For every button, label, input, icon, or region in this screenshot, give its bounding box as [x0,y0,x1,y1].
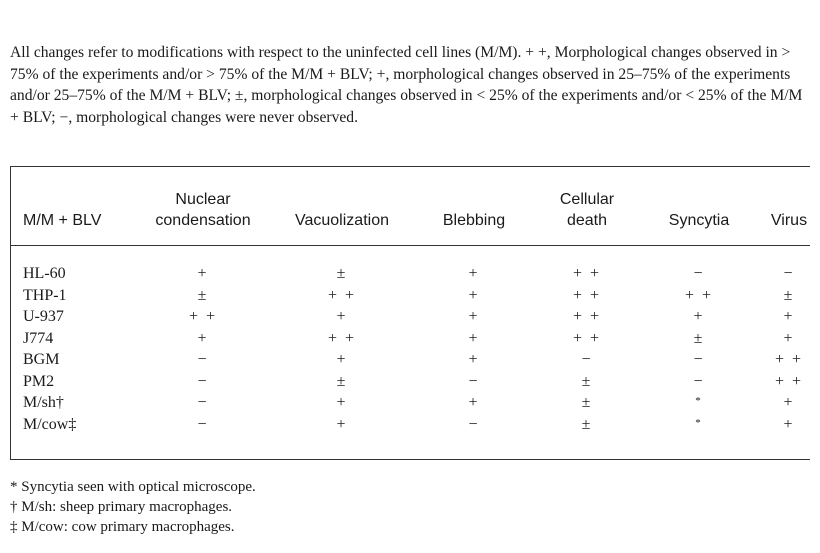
table-left-border [10,166,11,459]
table-cell: ± [581,415,593,433]
table-top-rule [10,166,810,167]
table-cell: + + [572,286,602,304]
row-label: U-937 [23,308,64,325]
table-cell: + + [327,329,357,347]
table-cell: − [197,372,209,390]
table-cell: + [783,329,795,347]
table-cell: + [336,394,348,411]
column-header: Virus [770,212,808,229]
table-cell: − [581,351,593,368]
column-header: Syncytia [668,212,730,229]
table-cell: + [197,329,209,347]
column-header: Blebbing [442,212,506,229]
table-cell: ± [336,265,348,282]
footnote: ‡ M/cow: cow primary macrophages. [10,519,235,535]
footnote: * Syncytia seen with optical microscope. [10,479,256,495]
table-cell: − [197,415,209,433]
table-caption-text: All changes refer to modifications with respect to the uninfected cell lines (M/M). + +, Morphological changes observed in > 75% of the experiments and/or > 75% of the M/M + BLV; +, morphological changes observed in 25–75% of the experiments and/or 25–75% of the M/M + BLV; ±, morphological changes observed in < 25% of the experiments and/or < 25% of the M/M + BLV; −, morphological changes were never observed. [10,44,803,126]
table-cell: − [197,351,209,368]
table-cell: + + [188,308,218,325]
table-cell: ± [783,286,795,304]
column-header: condensation [155,212,251,229]
table-cell: ± [581,394,593,411]
column-header-line1: Cellular [559,191,615,208]
table-cell: + [783,415,795,433]
table-cell: + + [572,265,602,282]
table-cell: + + [572,308,602,325]
table-cell: ± [197,286,209,304]
table-cell: − [693,265,705,282]
table-cell: * [695,416,703,429]
table-cell: − [468,415,480,433]
table-cell: + [336,308,348,325]
table-cell: + [783,394,795,411]
table-cell: − [468,372,480,390]
table-cell: + [693,308,705,325]
row-label: J774 [23,329,54,347]
table-cell: + [197,265,209,282]
row-label: M/sh† [23,394,64,411]
table-cell: − [197,394,209,411]
table-cell: + [468,308,480,325]
table-cell: + [468,351,480,368]
table-cell: + [336,351,348,368]
table-cell: ± [581,372,593,390]
row-header: M/M + BLV [23,212,102,229]
table-cell: + [468,329,480,347]
column-header-line1: Nuclear [175,191,231,208]
row-label: BGM [23,351,60,368]
column-header: death [566,212,608,229]
table-cell: + + [774,372,804,390]
row-label: M/cow‡ [23,415,77,433]
table-cell: + [783,308,795,325]
row-label: PM2 [23,372,55,390]
table-cell: − [693,351,705,368]
table-header-rule [10,245,810,246]
footnote: † M/sh: sheep primary macrophages. [10,499,233,515]
table-cell: * [695,395,703,407]
table-cell: + [468,286,480,304]
row-label: HL-60 [23,265,66,282]
row-label: THP-1 [23,286,67,304]
table-cell: + [468,394,480,411]
table-cell: + + [572,329,602,347]
table-cell: + + [327,286,357,304]
table-cell: − [783,265,795,282]
table-cell: + [336,415,348,433]
table-bottom-rule [10,459,810,460]
table-cell: ± [336,372,348,390]
column-header: Vacuolization [295,212,389,229]
table-cell: ± [693,329,705,347]
table-cell: + [468,265,480,282]
table-cell: + + [774,351,804,368]
table-cell: − [693,372,705,390]
table-cell: + + [684,286,714,304]
